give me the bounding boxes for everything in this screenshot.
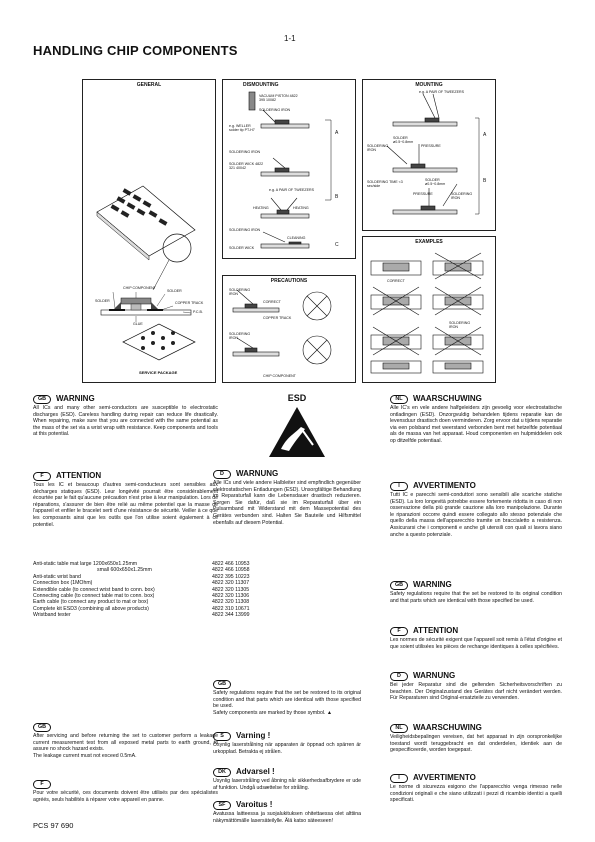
part-code: 4822 466 10953 xyxy=(212,561,250,567)
part-code: 4822 320 11306 xyxy=(212,593,250,600)
dismounting-title: DISMOUNTING xyxy=(243,82,279,88)
gb-badge: GB xyxy=(33,723,51,732)
gb-warning-text: All ICs and many other semi-conductors are susceptible to electrostatic discharges (ESD). Careless handling during repair can reduce life drastically. When repairing, make sure that you are connected with the same potential as the mass of the set via a wrist wrap with resistance. Keep components and tools at this potential. xyxy=(33,405,218,438)
part-code: 4822 320 11307 xyxy=(212,580,250,587)
nl-badge: NL xyxy=(390,395,408,404)
f-attention-heading: ATTENTION xyxy=(56,471,102,481)
f-attention-section xyxy=(33,472,218,528)
general-label-pcb: P.C.B. xyxy=(193,310,203,314)
dismounting-marker-b: B xyxy=(335,194,339,200)
i-badge: I xyxy=(390,774,408,783)
dk-advarsel-heading: Advarsel ! xyxy=(236,767,275,777)
part-code: 4822 320 11305 xyxy=(212,586,250,593)
gb-service-text-2: The leakage current must not exceed 0.5mA. xyxy=(33,752,137,759)
sf-varoitus-section xyxy=(213,801,361,824)
mounting-marker-a: A xyxy=(483,132,487,138)
d-warnung-heading: WARNUNG xyxy=(236,469,279,479)
part-name: small 600x650x1.25mm xyxy=(97,567,152,574)
sf-varoitus-heading: Varoitus ! xyxy=(236,800,273,810)
d-warnung-2-section xyxy=(390,672,562,702)
part-name: Complete kit ESD3 (combining all above products) xyxy=(33,605,149,612)
dismounting-label-heating-2: HEATING xyxy=(293,206,309,210)
f-badge: F xyxy=(390,627,408,636)
f-service-text: Pour votre sécurité, ces documents doivent être utilisés par des spécialistes agréés, seuls habilités à réparer votre appareil en panne. xyxy=(33,790,218,803)
mounting-label-pressure-1: PRESSURE xyxy=(421,144,441,148)
part-name: Anti-static wrist band xyxy=(33,573,81,580)
mounting-label-solder-2: SOLDER ø0.5~0.8mm xyxy=(425,178,446,186)
gb-service-section xyxy=(33,723,218,759)
examples-title: EXAMPLES xyxy=(415,239,443,245)
gb-warning-section xyxy=(33,395,218,438)
examples-drawing xyxy=(363,237,495,382)
mounting-label-time: SOLDERING TIME <3 sec/side xyxy=(367,180,403,188)
s-varning-heading: Varning ! xyxy=(236,731,271,741)
part-name: Connection box (1MOhm) xyxy=(33,580,93,587)
precautions-label-iron-1: SOLDERING IRON xyxy=(229,288,251,296)
gb-warning-2-section xyxy=(390,581,562,604)
part-name: Earth cable (to connect any product to mat or box) xyxy=(33,599,149,606)
esd-warning-icon xyxy=(267,405,327,461)
gb-safety-text-2: Safety components are marked by those symbol. xyxy=(213,709,326,716)
mounting-diagram xyxy=(362,79,496,231)
mounting-label-iron-2: SOLDERING IRON xyxy=(451,192,473,200)
gb-badge: GB xyxy=(390,581,408,590)
mounting-label-solder-1: SOLDER ø0.5~0.8mm xyxy=(393,136,414,144)
dismounting-label-heating-1: HEATING xyxy=(253,206,269,210)
s-varning-section xyxy=(213,732,361,755)
dk-advarsel-section xyxy=(213,768,361,791)
i-avvertimento-section xyxy=(390,482,562,538)
mounting-marker-b: B xyxy=(483,178,487,184)
dismounting-label-cleaning: CLEANING xyxy=(287,236,306,240)
f-attention-text: Tous les IC et beaucoup d'autres semi-conducteurs sont sensibles aux décharges statiques (ESD). Leur longévité pourrait être considérablement écourtée par le fait qu'aucune précaution n'est prise à leur manipulation. Lors de réparations, s'assurer de bien être relié au même potentiel que la masse de l'appareil et enfiler le bracelet serti d'une résistance de sécurité. Veiller à ce que les composants ainsi que les outils que l'on utilise soient également à ce potentiel. xyxy=(33,482,218,528)
s-varning-text: Osynlig laserstrålning när apparaten är öppnad och spärren är urkopplad. Betrakta ej strålen. xyxy=(213,742,361,755)
gb-warning-2-heading: WARNING xyxy=(413,580,452,590)
part-code: 4822 344 13999 xyxy=(212,612,250,619)
dismounting-label-tweezers: e.g. A PAIR OF TWEEZERS xyxy=(269,188,314,192)
part-code: 4822 395 10223 xyxy=(212,573,250,580)
general-label-solder-right: SOLDER xyxy=(167,289,182,293)
nl-waarschuwing-2-text: Veiligheidsbepalingen vereisen, dat het apparaat in zijn oorspronkelijke toestand wordt teruggebracht en dat onderdelen, identiek aan de gespecificeerde, worden toegepast. xyxy=(390,734,562,754)
mounting-drawing xyxy=(363,80,495,230)
gb-badge: GB xyxy=(33,395,51,404)
i-avvertimento-2-text: Le norme di sicurezza esigono che l'apparecchio venga rimesso nelle condizioni originali e che siano utilizzati i pezzi di ricambio identici a quelli specificati. xyxy=(390,784,562,804)
nl-waarschuwing-2-section xyxy=(390,724,562,754)
part-name: Wristband tester xyxy=(33,612,71,619)
dk-advarsel-text: Usynlig laserstråling ved åbning når sikkerhedsafbrydere er ude af funktion. Undgå udsættelse for stråling. xyxy=(213,778,361,791)
precautions-label-correct: CORRECT xyxy=(263,300,281,304)
sf-badge: SF xyxy=(213,801,231,810)
dismounting-diagram xyxy=(222,79,356,259)
f-attention-2-heading: ATTENTION xyxy=(413,626,459,636)
sf-varoitus-text: Avatussa laitteessa ja suojalukituksen ohitettaessa olet alttiina näkymättömälle lasersäteilylle. Älä katso säteeseen! xyxy=(213,811,361,824)
general-label-copper-track: COPPER TRACK xyxy=(175,301,204,305)
dismounting-label-wick-2: SOLDER WICK xyxy=(229,246,255,250)
dismounting-label-iron-1: SOLDERING IRON xyxy=(259,108,291,112)
precautions-label-chip: CHIP COMPONENT xyxy=(263,374,296,378)
examples-label-iron: SOLDERING IRON xyxy=(449,321,471,329)
gb-badge: GB xyxy=(213,680,231,689)
general-diagram xyxy=(82,79,216,383)
dismounting-label-vacuum: VACUUM PISTON 4822 395 10082 xyxy=(259,94,298,102)
d-warnung-section xyxy=(213,470,361,526)
gb-safety-section xyxy=(213,680,361,716)
d-warnung-2-heading: WARNUNG xyxy=(413,671,456,681)
i-avvertimento-text: Tutti IC e parecchi semi-conduttori sono sensibili alle scariche statiche (ESD). La loro longevità potrebbe essere fortemente ridotta in caso di non osservazione della più grande cauzione alla loro manipolazione. Durante le riparazioni occorre quindi essere collegato allo stesso potenziale che quello della massa dell'apparecchio tramite un braccialetto a resistenza. Assicurarsi che i componenti e anche gli utensili con quali si lavora siano anche a questo potenziale. xyxy=(390,492,562,538)
mounting-title: MOUNTING xyxy=(415,82,443,88)
d-badge: D xyxy=(213,470,231,479)
dk-badge: DK xyxy=(213,768,231,777)
d-warnung-2-text: Bei jeder Reparatur sind die geltenden Sicherheitsvorschriften zu beachten. Der Originalzustand des Gerätes darf nicht verändert werden. Für Reparaturen sind Original-ersatzteile zu verwenden. xyxy=(390,682,562,702)
gb-warning-2-text: Safety regulations require that the set be restored to its original condition and that parts which are identical with those specified be used. xyxy=(390,591,562,604)
general-label-glue: GLUE xyxy=(133,322,143,326)
f-badge: F xyxy=(33,472,51,481)
esd-symbol xyxy=(247,393,347,466)
i-avvertimento-heading: AVVERTIMENTO xyxy=(413,481,476,491)
f-badge: F xyxy=(33,780,51,789)
esd-label: ESD xyxy=(287,393,307,403)
mounting-label-tweezers: e.g. A PAIR OF TWEEZERS xyxy=(419,90,464,94)
gb-service-text-1: After servicing and before returning the set to customer perform a leakage current measurement test from all exposed metal parts to earth ground, to assure no shock hazard exists. xyxy=(33,733,218,753)
dismounting-label-iron-2: SOLDERING IRON xyxy=(229,150,261,154)
nl-badge: NL xyxy=(390,724,408,733)
mounting-label-iron-1: SOLDERING IRON xyxy=(367,144,389,152)
precautions-label-copper: COPPER TRACK xyxy=(263,316,292,320)
general-label-solder: SOLDER xyxy=(95,299,110,303)
dismounting-label-iron-3: SOLDERING IRON xyxy=(229,228,261,232)
dismounting-label-wick: SOLDER WICK 4822 321 40042 xyxy=(229,162,264,170)
part-code: 4822 310 10671 xyxy=(212,605,250,612)
f-attention-2-text: Les normes de sécurité exigent que l'appareil soit remis à l'état d'origine et que soient utilisées les pièces de rechange identiques à celles spécifiées. xyxy=(390,637,562,650)
gb-warning-heading: WARNING xyxy=(56,394,95,404)
part-name: Extendible cable (to connect wrist band to conn. box) xyxy=(33,586,155,593)
nl-waarschuwing-2-heading: WAARSCHUWING xyxy=(413,723,482,733)
general-label-chip-component: CHIP COMPONENT xyxy=(123,286,156,290)
dismounting-marker-c: C xyxy=(335,242,339,248)
i-avvertimento-2-heading: AVVERTIMENTO xyxy=(413,773,476,783)
part-code: 4822 320 11308 xyxy=(212,599,250,606)
d-badge: D xyxy=(390,672,408,681)
dismounting-marker-a: A xyxy=(335,130,339,136)
precautions-diagram xyxy=(222,275,356,383)
examples-diagram xyxy=(362,236,496,383)
d-warnung-text: Alle ICs und viele andere Halbleiter sind empfindlich gegenüber elektrostatischen Entladungen (ESD). Unsorgfältige Behandlung im Reparaturfall kann die Lebensdauer drastisch reduzieren. Sorgen Sie dafür, daß sie im Reparaturfall über ein Pulsarmband mit Widerstand mit dem Massepotential des Gerätes verbunden sind. Halten Sie Bauteile und Hilfsmittel ebenfalls auf diesem Potential. xyxy=(213,480,361,526)
general-drawing xyxy=(83,80,215,382)
safety-triangle-icon: ▲ xyxy=(326,709,333,716)
nl-waarschuwing-section xyxy=(390,395,562,445)
s-badge: S xyxy=(213,732,231,741)
i-avvertimento-2-section xyxy=(390,774,562,804)
precautions-label-iron-2: SOLDERING IRON xyxy=(229,332,251,340)
precautions-title: PRECAUTIONS xyxy=(270,278,308,284)
page-title: HANDLING CHIP COMPONENTS xyxy=(33,43,238,58)
nl-waarschuwing-text: Alle IC's en vele andere halfgeleiders zijn gevoelig voor electrostatische ontladingen (ESD). Onzorgvuldig behandelen tijdens reparatie kan de levensduur drastisch doen verminderen. Zorg ervoor dat u tijdens reparatie via een polsband met weerstand verbonden bent met hetzelfde potentiaal als de massa van het apparaat. Houd componenten en hulpmiddelen ook op ditzelfde potentiaal. xyxy=(390,405,562,444)
f-attention-2-section xyxy=(390,627,562,650)
general-caption: SERVICE PACKAGE xyxy=(139,370,178,375)
part-code: 4822 466 10958 xyxy=(212,567,250,574)
part-name: Connecting cable (to connect table mat to conn. box) xyxy=(33,593,155,600)
f-service-section xyxy=(33,780,218,803)
nl-waarschuwing-heading: WAARSCHUWING xyxy=(413,394,482,404)
document-code: PCS 97 690 xyxy=(33,821,74,830)
page-number: 1-1 xyxy=(284,34,296,43)
i-badge: I xyxy=(390,482,408,491)
part-name: Anti-static table mat large 1200x650x1.25mm xyxy=(33,561,138,567)
examples-label-correct: CORRECT xyxy=(387,279,405,283)
dismounting-label-weller: e.g. WELLER solder tip PT-H7 xyxy=(229,124,255,132)
gb-safety-text-1: Safety regulations require that the set be restored to its original condition and that parts which are identical with those specified be used. xyxy=(213,690,361,710)
parts-codes xyxy=(212,561,282,619)
mounting-label-pressure-2: PRESSURE xyxy=(413,192,433,196)
general-title: GENERAL xyxy=(136,82,162,88)
